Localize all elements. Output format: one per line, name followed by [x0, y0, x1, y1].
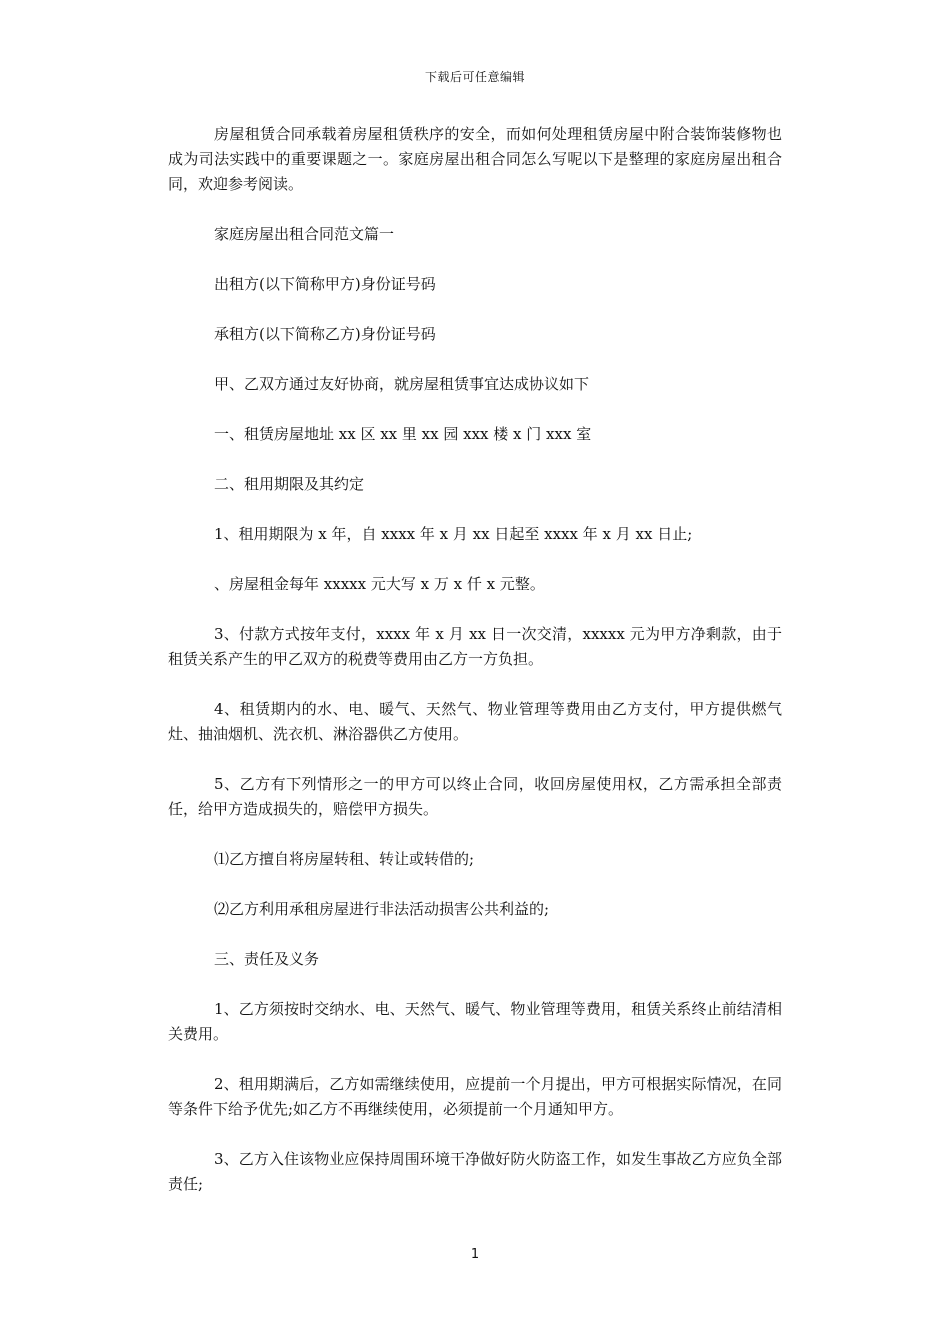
clause-2-item-5-sub-1: ⑴乙方擅自将房屋转租、转让或转借的; [214, 850, 475, 868]
clause-2-heading: 二、租用期限及其约定 [214, 475, 365, 493]
clause-2-item-4: 4、租赁期内的水、电、暖气、天然气、物业管理等费用由乙方支付，甲方提供燃气灶、抽油烟机、洗衣机、淋浴器供乙方使用。 [168, 700, 782, 743]
lessor-line: 出租方(以下简称甲方)身份证号码 [214, 275, 436, 293]
document-body [168, 122, 782, 1197]
clause-2-item-1: 1、租用期限为 x 年，自 xxxx 年 x 月 xx 日起至 xxxx 年 x 月 xx 日止; [214, 525, 693, 543]
section-title: 家庭房屋出租合同范文篇一 [214, 225, 395, 243]
clause-3-heading: 三、责任及义务 [214, 950, 320, 968]
intro-paragraph: 房屋租赁合同承载着房屋租赁秩序的安全，而如何处理租赁房屋中附合装饰装修物也成为司法实践中的重要课题之一。家庭房屋出租合同怎么写呢以下是整理的家庭房屋出租合同，欢迎参考阅读。 [168, 125, 782, 193]
agreement-line: 甲、乙双方通过友好协商，就房屋租赁事宜达成协议如下 [214, 375, 590, 393]
page-header: 下载后可任意编辑 [424, 70, 525, 84]
clause-2-item-2: 、房屋租金每年 xxxxx 元大写 x 万 x 仟 x 元整。 [214, 575, 545, 593]
clause-1-address: 一、租赁房屋地址 xx 区 xx 里 xx 园 xxx 楼 x 门 xxx 室 [214, 425, 592, 443]
lessee-line: 承租方(以下简称乙方)身份证号码 [214, 325, 436, 343]
clause-2-item-5-sub-2: ⑵乙方利用承租房屋进行非法活动损害公共利益的; [214, 900, 550, 918]
clause-3-item-2: 2、租用期满后，乙方如需继续使用，应提前一个月提出，甲方可根据实际情况，在同等条件下给予优先;如乙方不再继续使用，必须提前一个月通知甲方。 [168, 1075, 782, 1118]
clause-2-item-3: 3、付款方式按年支付，xxxx 年 x 月 xx 日一次交清，xxxxx 元为甲方净剩款，由于租赁关系产生的甲乙双方的税费等费用由乙方一方负担。 [168, 625, 782, 668]
clause-2-item-5: 5、乙方有下列情形之一的甲方可以终止合同，收回房屋使用权，乙方需承担全部责任，给甲方造成损失的，赔偿甲方损失。 [168, 775, 782, 818]
clause-3-item-3: 3、乙方入住该物业应保持周围环境干净做好防火防盗工作，如发生事故乙方应负全部责任; [168, 1150, 782, 1193]
page-number: 1 [470, 1247, 480, 1262]
clause-3-item-1: 1、乙方须按时交纳水、电、天然气、暖气、物业管理等费用，租赁关系终止前结清相关费用。 [168, 1000, 782, 1043]
